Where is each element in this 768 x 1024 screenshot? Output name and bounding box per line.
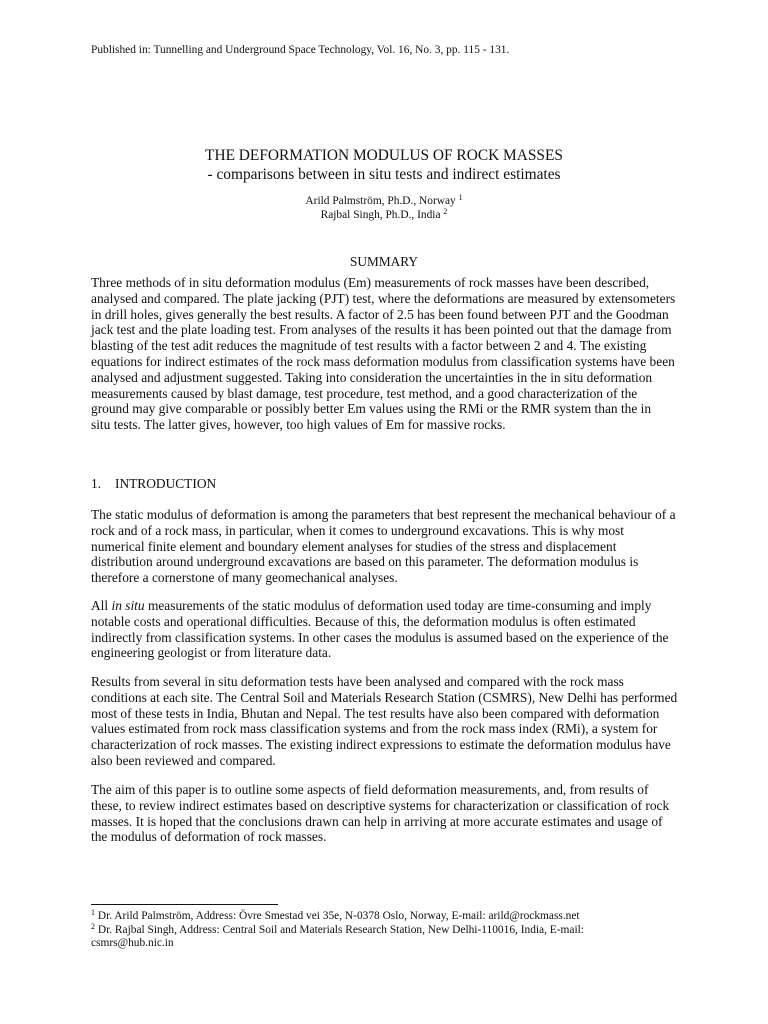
summary-paragraph — [91, 275, 721, 433]
summary-line: ground may give comparable or possibly better Em values using the RMi or the RMR system than the in — [91, 401, 652, 417]
intro-paragraph-2: All in situ measurements of the static modulus of deformation used today are time-consuming and imply notable costs and operational difficulties. Because of this, the deformation modulus is often estimated indirectly from classification systems. In other cases the modulus is assumed based on the experience of the engineering geologist or from literature data. — [91, 598, 721, 661]
footnote-2: $^2$ Dr. Rajbal Singh, Address: Central Soil and Materials Research Station, New Delhi-110016, India, E-mail: — [91, 921, 584, 936]
author-list — [0, 194, 768, 222]
author-1: Arild Palmström, Ph.D., Norway $^1$ — [305, 193, 463, 207]
footnote-divider — [91, 904, 278, 905]
intro-paragraph-2-first-line: All in situ measurements of the static modulus of deformation used today are time-consuming and imply — [91, 598, 652, 613]
author-1-footnote-mark: 1 — [458, 193, 463, 202]
footnote-2-mark: 2 — [91, 921, 95, 931]
author-2-footnote-mark: 2 — [443, 207, 448, 216]
summary-line: analysed and adjustment suggested. Taking into consideration the uncertainties in the in situ deformation — [91, 369, 653, 385]
footnote-1: $^1$ Dr. Arild Palmström, Address: Övre Smestad vei 35e, N-0378 Oslo, Norway, E-mail: arild@rockmass.net — [91, 908, 580, 922]
author-2: Rajbal Singh, Ph.D., India $^2$ — [320, 207, 448, 221]
paper-title: THE DEFORMATION MODULUS OF ROCK MASSES — [205, 147, 563, 164]
summary-line: situ tests. The latter gives, however, too high values of Em for massive rocks. — [91, 417, 506, 433]
section-title: INTRODUCTION — [115, 476, 217, 491]
intro-paragraph-4: The aim of this paper is to outline some aspects of field deformation measurements, and, from results of these, to review indirect estimates based on descriptive systems for characterization or classification of rock masses. It is hoped that the conclusions drawn can help in arriving at more accurate estimates and usage of the modulus of deformation of rock masses. — [91, 782, 670, 845]
summary-line: measurements caused by blast damage, test procedure, test method, and a good characterization of the — [91, 385, 638, 401]
intro-paragraph-1: The static modulus of deformation is among the parameters that best represent the mechanical behaviour of a rock and of a rock mass, in particular, when it comes to underground excavations. This is why most numerical finite element and boundary element analyses for studies of the stress and displacement distribution around underground excavations are based on this parameter. The deformation modulus is therefore a cornerstone of many geomechanical analyses. — [91, 507, 676, 586]
summary-line: jack test and the plate loading test. From analyses of the results it has been pointed out that the damage from — [91, 322, 672, 338]
summary-line: equations for indirect estimates of the rock mass deformation modulus from classification systems have been — [91, 353, 675, 369]
summary-line: Three methods of in situ deformation modulus (Em) measurements of rock masses have been described, — [91, 275, 650, 290]
section-heading-introduction — [91, 476, 216, 492]
footnotes — [91, 910, 731, 951]
summary-line: analysed and compared. The plate jacking (PJT) test, where the deformations are measured by extensometers — [91, 290, 676, 306]
publication-info: Published in: Tunnelling and Underground Space Technology, Vol. 16, No. 3, pp. 115 - 131. — [91, 44, 510, 56]
section-number: 1. — [91, 476, 102, 491]
summary-heading: SUMMARY — [350, 254, 418, 269]
intro-paragraph-3: Results from several in situ deformation tests have been analysed and compared with the rock mass conditions at each site. The Central Soil and Materials Research Station (CSMRS), New Delhi has performed most of these tests in India, Bhutan and Nepal. The test results have also been compared with deformation values estimated from rock mass classification systems and from the rock mass index (RMi), a system for characterization of rock masses. The existing indirect expressions to estimate the deformation modulus have also been reviewed and compared. — [91, 674, 678, 768]
title-block — [0, 146, 768, 184]
footnote-1-mark: 1 — [91, 908, 95, 917]
italic-in-situ: in situ — [111, 598, 145, 613]
summary-line: in drill holes, gives generally the best results. A factor of 2.5 has been found between PJT and the Goodman — [91, 306, 669, 322]
footnote-2-continued: csmrs@hub.nic.in — [91, 937, 174, 949]
summary-line: blasting of the test adit reduces the magnitude of test results with a factor between 2 and 4. The existing — [91, 338, 647, 354]
paper-subtitle: - comparisons between in situ tests and indirect estimates — [207, 166, 561, 183]
